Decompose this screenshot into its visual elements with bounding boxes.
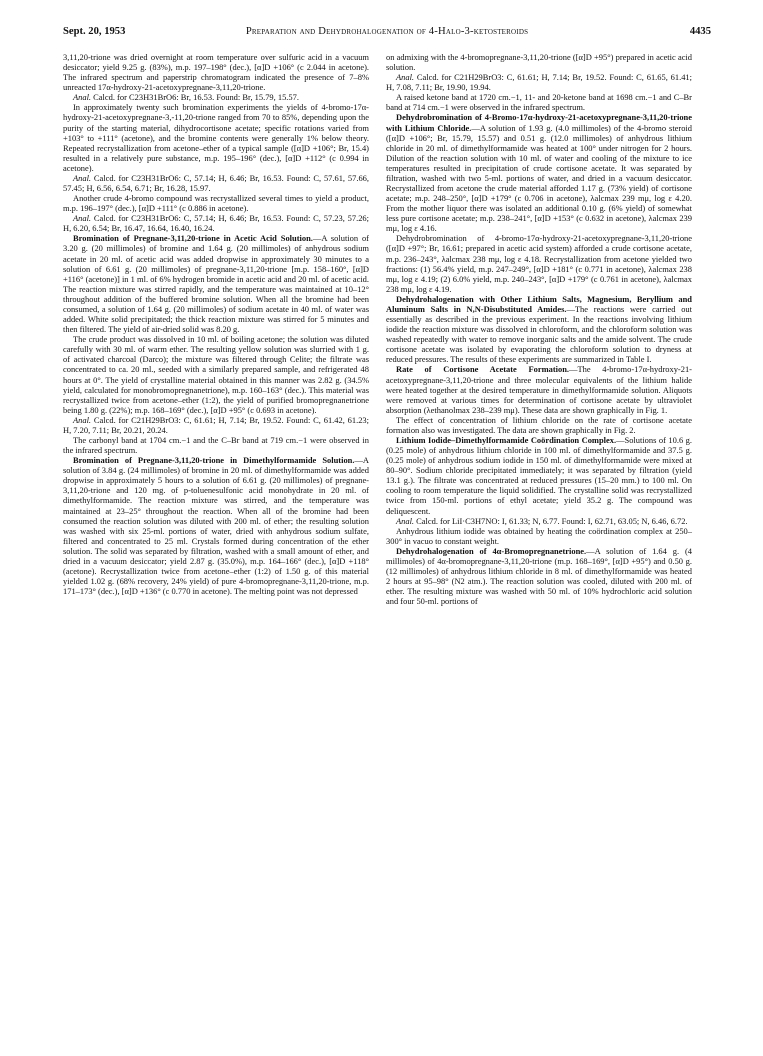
analysis-label: Anal. xyxy=(73,213,92,224)
header-title: Preparation and Dehydrohalogenation of 4-Halo-3-ketosteroids xyxy=(245,26,529,37)
paragraph-text: Another crude 4-bromo compound was recrystallized several times to yield a product, m.p. 196–197° (dec.), [α]D +111° (c 0.886 in acetone). xyxy=(63,193,369,214)
analysis-label: Anal. xyxy=(396,515,415,526)
paragraph-text: The crude product was dissolved in 10 ml. of boiling acetone; the solution was diluted carefully with 30 ml. of warm ether. The resulting yellow solution was slurried with 1 g. of activated charcoal (Darco); the mixture was filtered through Celite; the filtrate was concentrated to ca. 20 ml., seeded with a similarly prepared sample, and refrigerated 48 hours at 0°. The yield of crystalline material obtained in this manner was 2.82 g. (34.5% yield, calculated for monobromopregnanetrione), m.p. 160–163° (dec.). This material was recrystallized twice from acetone–ether (1:2), the yield of purified bromopregnanetrione being 1.80 g. (22%); m.p. 168–169° (dec.), [α]D +95° (c 0.693 in acetone). xyxy=(63,334,369,415)
paragraph-text: Calcd. for C21H29BrO3: C, 61.61; H, 7.14; Br, 19.52. Found: C, 61.42, 61.23; H, 7.20, 7.11; Br, 20.21, 20.24. xyxy=(63,414,369,435)
paragraph-text: Calcd. for C23H31BrO6: Br, 16.53. Found: Br, 15.79, 15.57. xyxy=(91,92,299,103)
paragraph-text: Calcd. for LiI·C3H7NO: I, 61.33; N, 6.77. Found: I, 62.71, 63.05; N, 6.46, 6.72. xyxy=(414,515,688,526)
paragraph-text: —The reactions were carried out essentially as described in the previous experiment. In the reactions involving lithium iodide the reaction mixture was dissolved in chloroform, and the chloroform solution was washed repeatedly with water to remove inorganic salts and the amide solvent. The crude cortisone acetate was isolated by evaporating the chloroform solution to dryness at reduced pressures. The results of these experiments are summarized in Table I. xyxy=(386,303,692,365)
section-heading: Dehydrobromination of 4-Bromo-17α-hydroxy-21-acetoxypregnane-3,11,20-trione with Lithium Chloride. xyxy=(386,112,692,133)
section-paragraph xyxy=(63,455,369,596)
analysis-paragraph xyxy=(386,72,692,92)
paragraph-text: —A solution of 3.20 g. (20 millimoles) of bromine and 1.64 g. (20 millimoles) of anhydrous sodium acetate in 20 ml. of acetic acid was added dropwise in approximately 30 minutes to a solution of 6.61 g. (20 millimoles) of pregnane-3,11,20-trione [m.p. 158–160°, [α]D +116° (acetone)] in 1 ml. of 6% hydrogen bromide in acetic acid and 20 ml. of acetic acid. The reaction mixture was stirred rapidly, and the temperature was maintained at 10–12° throughout addition of the buffered bromine solution. When all the bromine had been consumed, a solution of 1.64 g. (20 millimoles) of sodium acetate in 40 ml. of water was added. White solid precipitated; the thick reaction mixture was stirred for 5 minutes and then filtered. The yield of air-dried solid was 8.20 g. xyxy=(63,233,369,335)
paragraph-text: —The 4-bromo-17α-hydroxy-21-acetoxypregnane-3,11,20-trione and three molecular equivalents of the lithium halide were heated together at the desired temperature in dimethylformamide solution. Aliquots were removed at various times for determination of cortisone acetate by ultraviolet absorption (λethanolmax 238–239 mμ). These data are shown graphically in Fig. 1. xyxy=(386,364,692,415)
paragraph-text: Anhydrous lithium iodide was obtained by heating the coördination complex at 250–300° in vacuo to constant weight. xyxy=(386,525,692,546)
analysis-label: Anal. xyxy=(73,414,92,425)
paragraph-text: A raised ketone band at 1720 cm.−1, 11- and 20-ketone band at 1698 cm.−1 and C–Br band at 714 cm.−1 were observed in the infrared spectrum. xyxy=(386,92,692,113)
paragraph-text: 3,11,20-trione was dried overnight at room temperature over sulfuric acid in a vacuum desiccator; yield 9.25 g. (83%), m.p. 197–198° (dec.), [α]D +106° (c 2.044 in acetone). The infrared spectrum and paperstrip chromatogram indicated the presence of 7–8% unreacted 17α-hydroxy-21-acetoxypregnane-3,11,20-trione. xyxy=(63,52,369,93)
paragraph xyxy=(63,334,369,415)
paragraph-text: Calcd. for C23H31BrO6: C, 57.14; H, 6.46; Br, 16.53. Found: C, 57.23, 57.26; H, 6.20, 6.54; Br, 16.47, 16.64, 16.40, 16.24. xyxy=(63,213,369,234)
analysis-label: Anal. xyxy=(73,92,92,103)
paragraph xyxy=(386,92,692,112)
paragraph xyxy=(386,233,692,293)
paragraph-text: —A solution of 1.93 g. (4.0 millimoles) of the 4-bromo steroid ([α]D +106°; Br, 15.79, 15.57) and 0.51 g. (12.0 millimoles) of anhydrous lithium chloride in 20 ml. of dimethylformamide was heated at 100° under nitrogen for 2 hours. Dilution of the reaction solution with 10 ml. of water and cooling of the mixture to ice temperatures resulted in precipitation of crude cortisone acetate. It was separated by filtration, washed with two 5-ml. portions of water, and dried in a vacuum desiccator. Recrystallized from acetone the crude material afforded 1.17 g. (73% yield) of cortisone acetate; m.p. 248–250°, [α]D +179° (c 0.706 in acetone), λalcmax 239 mμ, log ε 4.20. From the mother liquor there was isolated an additional 0.10 g. (6% yield) of somewhat less pure cortisone acetate; m.p. 238–241°, [α]D +153° (c 0.632 in acetone), λalcmax 239 mμ, log ε 4.16. xyxy=(386,122,692,234)
paragraph xyxy=(386,415,692,435)
analysis-paragraph xyxy=(63,92,369,102)
paragraph-text: Dehydrobromination of 4-bromo-17α-hydroxy-21-acetoxypregnane-3,11,20-trione ([α]D +97°; Br, 16.61; prepared in acetic acid system) afforded a crude cortisone acetate, m.p. 236–243°, λalcmax 238 mμ, log ε 4.18. Recrystallization from acetone yielded two fractions: (1) 56.4% yield, m.p. 247–249°, [α]D +181° (c 0.771 in acetone), λalcmax 238 mμ, log ε 4.19; (2) 6.0% yield, m.p. 240–243°, [α]D +179° (c 0.761 in acetone), λalcmax 238 mμ, log ε 4.19. xyxy=(386,233,692,294)
analysis-paragraph xyxy=(63,213,369,233)
paragraph xyxy=(63,52,369,92)
section-heading: Dehydrohalogenation with Other Lithium Salts, Magnesium, Beryllium and Aluminum Salts in N,N-Disubstituted Amides. xyxy=(386,293,692,314)
header-date: Sept. 20, 1953 xyxy=(63,26,126,37)
analysis-label: Anal. xyxy=(73,172,92,183)
paragraph xyxy=(386,52,692,72)
paragraph xyxy=(386,526,692,546)
paragraph-text: —Solutions of 10.6 g. (0.25 mole) of anhydrous lithium chloride in 100 ml. of dimethylformamide and 37.5 g. (0.25 mole) of anhydrous sodium iodide in 150 ml. of dimethylformamide were mixed at 80–90°. Sodium chloride precipitated immediately; it was separated by filtration (yield 13.1 g.). The filtrate was concentrated at reduced pressures (15–20 mm.) to 100 ml. On cooling to room temperature the liquid solidified. The crystalline solid was recrystallized twice from 150-ml. portions of ethyl acetate; yield 35.2 g. The compound was deliquescent. xyxy=(386,434,692,516)
paragraph-text: —A solution of 3.84 g. (24 millimoles) of bromine in 20 ml. of dimethylformamide was added dropwise in approximately 5 hours to a solution of 6.61 g. (20 millimoles) of pregnane-3,11,20-trione and 120 mg. of p-toluenesulfonic acid monohydrate in 20 ml. of dimethylformamide. The reaction mixture was stirred, and the temperature was maintained at 23–25° throughout the reaction. When all of the bromine had been consumed the reaction solution was diluted with 200 ml. of ether; the resulting solution was washed with six 25-ml. portions of water, dried with anhydrous sodium sulfate, filtered and concentrated to 25 ml. Crystals formed during concentration of the ether solution. The solid was separated by filtration, washed with a small amount of ether, and dried in a vacuum desiccator; yield 2.87 g. (35.0%), m.p. 164–166° (dec.), [α]D +118° (acetone). Recrystallization twice from acetone–ether (1:2) of 1.50 g. of this material yielded 1.02 g. (68% recovery, 24% yield) of pure 4-bromopregnane-3,11,20-trione, m.p. 171–173° (dec.), [α]D +136° (c 0.770 in acetone). The melting point was not depressed xyxy=(63,455,369,597)
paragraph xyxy=(63,435,369,455)
page-number: 4435 xyxy=(689,26,711,37)
section-paragraph xyxy=(386,364,692,414)
paragraph-text: Calcd. for C21H29BrO3: C, 61.61; H, 7.14; Br, 19.52. Found: C, 61.65, 61.41; H, 7.08, 7.11; Br, 19.90, 19.94. xyxy=(386,72,692,93)
section-paragraph xyxy=(386,112,692,233)
analysis-paragraph xyxy=(63,415,369,435)
paragraph-text: In approximately twenty such bromination experiments the yields of 4-bromo-17α-hydroxy-21-acetoxypregnane-3,-11,20-trione ranged from 70 to 85%, depending upon the purity of the starting material, dihydrocortisone acetate; specific rotations varied from +103° to +111° (acetone), and the bromine contents were generally 1% below theory. Repeated recrystallization from acetone–ether of a typical sample ([α]D +106°; Br, 15.4) resulted in a relatively pure substance, m.p. 195–196° (dec.), [α]D +112° (c 0.994 in acetone). xyxy=(63,102,369,173)
section-paragraph xyxy=(386,546,692,606)
section-paragraph xyxy=(386,435,692,516)
section-paragraph xyxy=(386,294,692,365)
section-heading: Dehydrohalogenation of 4α-Bromopregnanetrione. xyxy=(396,545,587,556)
paragraph-text: on admixing with the 4-bromopregnane-3,11,20-trione ([α]D +95°) prepared in acetic acid solution. xyxy=(386,52,692,73)
analysis-paragraph xyxy=(386,516,692,526)
section-paragraph xyxy=(63,233,369,334)
section-heading: Bromination of Pregnane-3,11,20-trione in Dimethylformamide Solution. xyxy=(73,455,355,466)
paragraph-text: Calcd. for C23H31BrO6: C, 57.14; H, 6.46; Br, 16.53. Found: C, 57.61, 57.66, 57.45; H, 6.56, 6.54, 6.71; Br, 16.28, 15.97. xyxy=(63,172,369,194)
section-heading: Lithium Iodide–Dimethylformamide Coördination Complex. xyxy=(396,434,617,445)
paragraph xyxy=(63,193,369,213)
paragraph-text: The carbonyl band at 1704 cm.−1 and the C–Br band at 719 cm.−1 were observed in the infrared spectrum. xyxy=(63,434,369,456)
section-heading: Rate of Cortisone Acetate Formation. xyxy=(396,364,570,375)
paragraph-text: —A solution of 1.64 g. (4 millimoles) of 4α-bromopregnane-3,11,20-trione (m.p. 168–169°, [α]D +95°) and 0.50 g. (12 millimoles) of anhydrous lithium chloride in 8 ml. of dimethylformamide was heated 2 hours at 95–98° (N2 atm.). The reaction solution was cooled, diluted with 200 ml. of ether. The resulting mixture was washed with 50 ml. of 10% hydrochloric acid solution and four 50-ml. portions of xyxy=(386,545,692,607)
analysis-paragraph xyxy=(63,173,369,193)
paragraph xyxy=(63,102,369,173)
page-header xyxy=(63,26,711,42)
analysis-label: Anal. xyxy=(396,72,415,83)
left-column xyxy=(63,52,369,596)
section-heading: Bromination of Pregnane-3,11,20-trione in Acetic Acid Solution. xyxy=(73,233,313,244)
paragraph-text: The effect of concentration of lithium chloride on the rate of cortisone acetate formation also was investigated. The data are shown graphically in Fig. 2. xyxy=(386,414,692,435)
right-column xyxy=(386,52,692,606)
